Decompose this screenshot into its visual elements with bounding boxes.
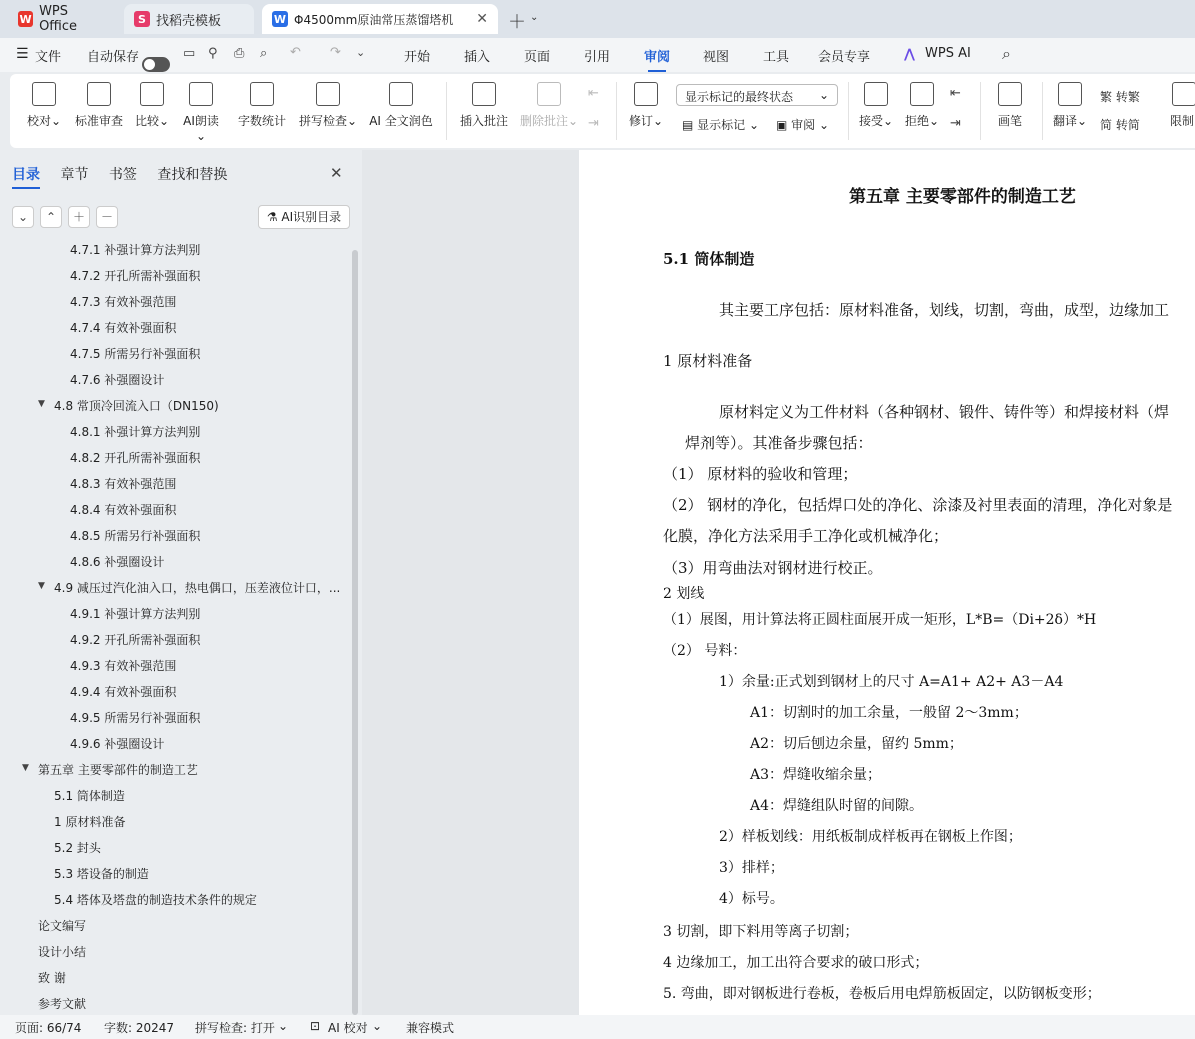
toc-item[interactable]: 4.8.4 有效补强面积 xyxy=(70,503,177,517)
prev-comment-icon[interactable]: ⇤ xyxy=(588,86,599,101)
delete-comment-icon xyxy=(537,82,561,106)
menu-vip[interactable]: 会员专享 xyxy=(818,50,871,65)
insert-comment-icon xyxy=(472,82,496,106)
accept-icon xyxy=(864,82,888,106)
menu-start[interactable]: 开始 xyxy=(404,50,431,65)
doc-line: A4：焊缝组队时留的间隙。 xyxy=(750,798,924,814)
review-pane-button[interactable]: ▣ 审阅 ⌄ xyxy=(776,118,830,132)
compare-button[interactable]: 比较⌄ xyxy=(134,82,170,129)
doc-line: 1 原材料准备 xyxy=(663,352,753,370)
toc-item[interactable]: 致 谢 xyxy=(38,971,66,985)
review-ribbon xyxy=(10,74,1195,148)
word-count-icon xyxy=(250,82,274,106)
nav-tab-toc[interactable]: 目录 xyxy=(12,167,40,189)
print-preview-icon[interactable]: ⌕ xyxy=(260,46,268,61)
ai-proofread-icon: ⊡ xyxy=(310,1019,321,1033)
add-icon[interactable]: ＋ xyxy=(68,206,90,228)
word-count-button[interactable]: 字数统计 xyxy=(236,82,288,129)
translate-icon xyxy=(1058,82,1082,106)
toc-item[interactable]: 第五章 主要零部件的制造工艺 xyxy=(38,763,198,777)
tab-label: 找稻壳模板 xyxy=(156,13,222,29)
reject-icon xyxy=(910,82,934,106)
toc-item[interactable]: 设计小结 xyxy=(38,945,87,959)
doc-line: 化膜，净化方法采用手工净化或机械净化； xyxy=(663,527,949,545)
toc-item[interactable]: 5.3 塔设备的制造 xyxy=(54,867,149,881)
chevron-down-icon[interactable]: ⌄ xyxy=(530,12,539,23)
toc-item[interactable]: 4.8.2 开孔所需补强面积 xyxy=(70,451,201,465)
redo-icon[interactable]: ↷ xyxy=(330,45,341,60)
tab-label: WPS Office xyxy=(39,4,78,34)
track-changes-button[interactable]: 修订⌄ xyxy=(626,82,666,129)
menu-reference[interactable]: 引用 xyxy=(584,50,611,65)
toc-item[interactable]: 5.4 塔体及塔盘的制造技术条件的规定 xyxy=(54,893,257,907)
toc-item[interactable]: 4.8.1 补强计算方法判别 xyxy=(70,425,201,439)
toc-item[interactable]: 4.8 常顶冷回流入口（DN150) xyxy=(54,399,219,413)
doc-line: 其主要工序包括：原材料准备，划线，切割，弯曲，成型，边缘加工 xyxy=(719,301,1170,319)
menu-wps-ai[interactable]: WPS AI xyxy=(925,46,971,61)
ai-proofread-status[interactable]: AI 校对 xyxy=(328,1021,368,1035)
spell-check-status[interactable]: 拼写检查: 打开 xyxy=(195,1021,275,1035)
close-icon[interactable]: ✕ xyxy=(476,11,488,27)
ai-read-button[interactable]: AI朗读⌄ xyxy=(180,82,222,143)
separator xyxy=(616,82,617,140)
toc-item[interactable]: 1 原材料准备 xyxy=(54,815,126,829)
toc-item[interactable]: 4.7.3 有效补强范围 xyxy=(70,295,177,309)
doc-line: （2） 钢材的净化，包括焊口处的净化、涂漆及衬里表面的清理，净化对象是 xyxy=(663,496,1173,514)
doc-line: A2：切后刨边余量，留约 5mm； xyxy=(750,736,963,752)
toc-item[interactable]: 5.1 筒体制造 xyxy=(54,789,125,803)
menu-view[interactable]: 视图 xyxy=(703,50,730,65)
toc-item[interactable]: 参考文献 xyxy=(38,997,87,1011)
to-simplified-button[interactable]: 简 转简 xyxy=(1100,118,1140,132)
separator xyxy=(446,82,447,140)
toc-item[interactable]: 4.9.6 补强圈设计 xyxy=(70,737,165,751)
new-tab-icon[interactable]: ＋ xyxy=(508,12,526,33)
toc-item[interactable]: 4.9.1 补强计算方法判别 xyxy=(70,607,201,621)
delete-comment-button[interactable]: 删除批注⌄ xyxy=(518,82,580,129)
collapse-icon[interactable]: ⌃ xyxy=(40,206,62,228)
chevron-down-icon: ⌄ xyxy=(372,1019,383,1033)
close-icon[interactable]: ✕ xyxy=(330,164,343,182)
separator xyxy=(980,82,981,140)
ai-polish-button[interactable]: AI 全文润色 xyxy=(368,82,434,129)
navigation-pane xyxy=(0,150,362,1015)
doc-line: （1） 原材料的验收和管理； xyxy=(663,465,858,483)
hamburger-icon[interactable]: ☰ xyxy=(16,46,29,62)
toc-item[interactable]: 4.8.6 补强圈设计 xyxy=(70,555,165,569)
chapter-title: 第五章 主要零部件的制造工艺 xyxy=(849,187,1076,207)
menu-page[interactable]: 页面 xyxy=(524,50,551,65)
spell-check-icon xyxy=(316,82,340,106)
chevron-down-icon: ⌄ xyxy=(818,88,829,102)
pen-button[interactable]: 画笔 xyxy=(992,82,1028,129)
menu-bar xyxy=(0,38,1195,72)
doc-line: 2 划线 xyxy=(663,586,705,602)
doc-line: 5. 弯曲，即对钢板进行卷板，卷板后用电焊筋板固定，以防钢板变形； xyxy=(663,986,1101,1002)
accept-button[interactable]: 接受⌄ xyxy=(856,82,896,129)
display-state-select[interactable]: 显示标记的最终状态 ⌄ xyxy=(676,84,838,106)
doc-line: 1）余量:正式划到钢材上的尺寸 A=A1+ A2+ A3－A4 xyxy=(719,674,1064,690)
file-menu[interactable]: 文件 xyxy=(35,50,62,65)
insert-comment-button[interactable]: 插入批注 xyxy=(458,82,510,129)
remove-icon[interactable]: － xyxy=(96,206,118,228)
nav-tab-find-replace[interactable]: 查找和替换 xyxy=(157,167,228,183)
nav-scrollbar[interactable] xyxy=(352,250,358,1015)
tab-template[interactable] xyxy=(124,4,254,34)
standard-review-icon xyxy=(87,82,111,106)
toc-item[interactable]: 4.7.4 有效补强面积 xyxy=(70,321,177,335)
separator xyxy=(1042,82,1043,140)
document-page[interactable] xyxy=(579,150,1195,1015)
standard-review-button[interactable]: 标准审查 xyxy=(74,82,124,129)
prev-change-icon[interactable]: ⇤ xyxy=(950,86,961,101)
next-change-icon[interactable]: ⇥ xyxy=(950,116,961,131)
nav-tab-bookmarks[interactable]: 书签 xyxy=(108,167,137,183)
wps-ai-icon: ⋀ xyxy=(904,47,915,62)
doc-line: 5.1 筒体制造 xyxy=(663,250,755,268)
doc-line: 4）标号。 xyxy=(719,891,784,907)
ai-toc-button[interactable]: ⚗ AI识别目录 xyxy=(258,205,350,229)
doc-line: 3 切割，即下料用等离子切割； xyxy=(663,924,859,940)
status-bar xyxy=(0,1015,1195,1039)
ai-polish-icon xyxy=(389,82,413,106)
show-marks-button[interactable]: ▤ 显示标记 ⌄ xyxy=(682,118,760,132)
toc-item[interactable]: 4.7.5 所需另行补强面积 xyxy=(70,347,201,361)
reject-button[interactable]: 拒绝⌄ xyxy=(902,82,942,129)
collapse-arrow-icon[interactable]: ▼ xyxy=(38,581,45,591)
template-icon: S xyxy=(134,11,150,27)
print-icon[interactable]: ⎙ xyxy=(234,46,245,61)
collapse-arrow-icon[interactable]: ▼ xyxy=(22,763,29,773)
translate-button[interactable]: 翻译⌄ xyxy=(1050,82,1090,129)
collapse-arrow-icon[interactable]: ▼ xyxy=(38,399,45,409)
doc-line: A3：焊缝收缩余量； xyxy=(750,767,882,783)
tab-document[interactable] xyxy=(262,4,498,34)
toc-item[interactable]: 4.9.5 所需另行补强面积 xyxy=(70,711,201,725)
tab-wps-office[interactable] xyxy=(8,4,116,34)
compare-icon xyxy=(140,82,164,106)
toc-item[interactable]: 4.7.1 补强计算方法判别 xyxy=(70,243,201,257)
compat-mode: 兼容模式 xyxy=(406,1021,455,1035)
word-count[interactable]: 字数: 20247 xyxy=(104,1021,175,1035)
menu-tools[interactable]: 工具 xyxy=(763,50,790,65)
wps-logo-icon: W xyxy=(19,12,32,26)
tab-bar xyxy=(0,0,1195,38)
toc-item[interactable]: 4.8.5 所需另行补强面积 xyxy=(70,529,201,543)
toc-item[interactable]: 5.2 封头 xyxy=(54,841,101,855)
restrict-button[interactable]: 限制 xyxy=(1170,82,1195,129)
proofread-button[interactable]: 校对⌄ xyxy=(26,82,62,129)
track-changes-icon xyxy=(634,82,658,106)
share-icon[interactable]: ⚲ xyxy=(208,46,218,61)
toc-item[interactable]: 4.9 减压过汽化油入口，热电偶口，压差液位计口，... xyxy=(54,581,341,595)
doc-line: （2） 号料： xyxy=(663,643,747,659)
toc-item[interactable]: 4.9.4 有效补强面积 xyxy=(70,685,177,699)
toc-item[interactable]: 4.9.2 开孔所需补强面积 xyxy=(70,633,201,647)
chevron-down-icon: ⌄ xyxy=(278,1019,289,1033)
expand-icon[interactable]: ⌄ xyxy=(12,206,34,228)
autosave-toggle[interactable] xyxy=(142,57,170,72)
doc-line: 4 边缘加工，加工出符合要求的破口形式； xyxy=(663,955,929,971)
doc-line: （1）展图，用计算法将正圆柱面展开成一矩形，L*B=（Di+2δ）*H xyxy=(663,612,1097,628)
undo-icon[interactable]: ↶ xyxy=(290,45,301,60)
toc-list xyxy=(0,238,350,1015)
doc-line: （3）用弯曲法对钢材进行校正。 xyxy=(663,559,883,577)
to-traditional-button[interactable]: 繁 转繁 xyxy=(1100,90,1140,104)
doc-line: 3）排样； xyxy=(719,860,784,876)
tab-label: Φ4500mm原油常压蒸馏塔机 xyxy=(294,12,454,27)
restrict-icon xyxy=(1172,82,1195,106)
toc-item[interactable]: 4.7.6 补强圈设计 xyxy=(70,373,165,387)
doc-line: A1：切割时的加工余量，一般留 2～3mm； xyxy=(750,705,1028,721)
autosave-label: 自动保存 xyxy=(87,50,140,65)
page-indicator[interactable]: 页面: 66/74 xyxy=(15,1021,82,1035)
menu-insert[interactable]: 插入 xyxy=(464,50,491,65)
next-comment-icon[interactable]: ⇥ xyxy=(588,116,599,131)
toc-item[interactable]: 4.7.2 开孔所需补强面积 xyxy=(70,269,201,283)
doc-line: 原材料定义为工件材料（各种钢材、锻件、铸件等）和焊接材料（焊 xyxy=(719,403,1170,421)
proofread-icon xyxy=(32,82,56,106)
toc-item[interactable]: 4.9.3 有效补强范围 xyxy=(70,659,177,673)
nav-tab-chapters[interactable]: 章节 xyxy=(60,167,89,183)
search-icon[interactable]: ⌕ xyxy=(1002,44,1011,63)
pen-icon xyxy=(998,82,1022,106)
ai-read-icon xyxy=(189,82,213,106)
chevron-down-icon[interactable]: ⌄ xyxy=(356,46,366,59)
toc-item[interactable]: 4.8.3 有效补强范围 xyxy=(70,477,177,491)
toc-item[interactable]: 论文编写 xyxy=(38,919,87,933)
save-icon[interactable]: ▭ xyxy=(183,46,196,61)
spell-check-button[interactable]: 拼写检查⌄ xyxy=(298,82,358,129)
word-doc-icon: W xyxy=(273,12,287,26)
menu-review[interactable]: 审阅 xyxy=(644,46,670,65)
doc-line: 焊剂等）。其准备步骤包括： xyxy=(685,434,873,452)
doc-line: 2）样板划线：用纸板制成样板再在钢板上作图； xyxy=(719,829,1022,845)
separator xyxy=(848,82,849,140)
